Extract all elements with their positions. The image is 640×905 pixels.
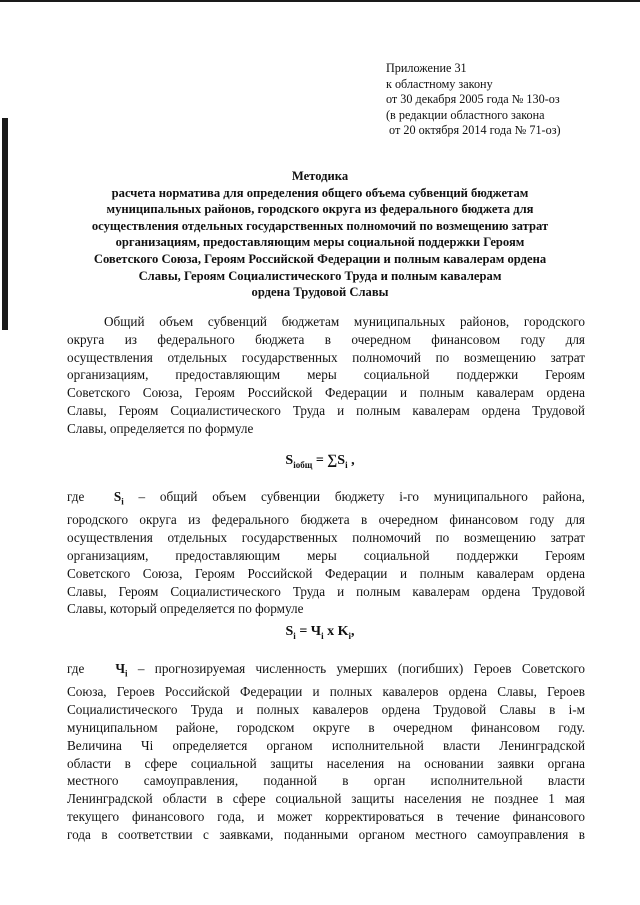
title-line: осуществления отдельных государственных полномочий по возмещению затрат: [91, 218, 549, 233]
formula-subscript: i: [345, 459, 348, 470]
text-line: Славы, определяется по формуле: [67, 420, 254, 436]
formula-symbol: S: [285, 453, 294, 468]
text-line: Советского Союза, Героям Российской Федерации и полным кавалерам ордена: [67, 385, 585, 401]
formula-operator: = ∑: [312, 453, 338, 468]
appendix-line: (в редакции областного закона: [386, 107, 545, 122]
formula-si: [0, 624, 640, 641]
appendix-line: от 30 декабря 2005 года № 130-оз: [386, 92, 560, 107]
formula-symbol: S: [285, 624, 294, 639]
text-line: Славы, который определяется по формуле: [67, 601, 304, 617]
formula-subscript: iобщ: [293, 459, 313, 470]
symbol-subscript: i: [125, 668, 128, 679]
title-heading: Методика: [291, 169, 349, 183]
text-line: [67, 660, 585, 683]
title-line: ордена Трудовой Славы: [251, 285, 389, 300]
formula-operator: x K: [323, 624, 349, 639]
text-line: местного самоуправления, поданной в орган исполнительной власти: [67, 773, 585, 789]
text-line: округа из федерального бюджета в очередном финансовом году для: [67, 331, 585, 347]
text-line: Общий объем субвенций бюджетам муниципальных районов, городского: [104, 314, 585, 329]
formula-subscript: i: [321, 630, 324, 641]
formula-operator: = Ч: [295, 624, 322, 639]
title-line: муниципальных районов, городского округа из федерального бюджета для: [106, 202, 534, 217]
text-line: организациям, предоставляющим меры социальной поддержки Героям: [67, 367, 585, 383]
appendix-note: [386, 61, 631, 139]
lead-rest: – прогнозируемая численность умерших (погибших) Героев Советского: [127, 661, 585, 676]
text-line: [67, 488, 585, 511]
text-line: Советского Союза, Героям Российской Федерации и полным кавалерам ордена: [67, 565, 585, 581]
document-title: [70, 168, 570, 301]
text-line: муниципальном районе, городском округе в очередном финансовом году.: [67, 720, 585, 736]
formula-punct: ,: [351, 624, 355, 639]
text-line: Союза, Героев Российской Федерации и полных кавалеров ордена Славы, Героев: [67, 684, 585, 700]
text-line: текущего финансового года, и может корректироваться в течение финансового: [67, 809, 585, 825]
text-line: Ленинградской области в сфере социальной защиты населения не позднее 1 мая: [67, 791, 585, 807]
text-line: организациям, предоставляющим меры социальной поддержки Героям: [67, 548, 585, 564]
formula-subscript: i: [293, 630, 296, 641]
text-line: Славы, Героям Социалистического Труда и полным кавалерам ордена Трудовой: [67, 583, 585, 599]
paragraph-si-definition: [67, 488, 585, 618]
title-line: Советского Союза, Героям Российской Федерации и полным кавалерам ордена: [93, 251, 547, 266]
paragraph-total-subvention: [67, 313, 585, 438]
title-line: расчета норматива для определения общего объема субвенций бюджетам: [111, 185, 529, 200]
paragraph-chi-definition: [67, 660, 585, 844]
text-line: осуществления отдельных государственных полномочий по возмещению затрат: [67, 530, 585, 546]
appendix-line: к областному закону: [386, 76, 493, 91]
symbol: S: [113, 489, 122, 504]
text-line: городского округа из федерального бюджета в очередном финансовом году для: [67, 512, 585, 528]
title-line: Славы, Героям Социалистического Труда и полным кавалерам: [138, 268, 502, 283]
text-line: области в сфере социальной защиты населения на основании заявки органа: [67, 755, 585, 771]
symbol: Ч: [115, 661, 125, 676]
formula-punct: ,: [347, 453, 355, 468]
text-line: Славы, Героям Социалистического Труда и полным кавалерам ордена Трудовой: [67, 402, 585, 418]
formula-subscript: i: [348, 630, 351, 641]
scan-binding-mark: [2, 118, 8, 330]
text-line: Социалистического Труда и полных кавалеров ордена Трудовой Славы в i-м: [67, 702, 585, 718]
formula-total: [0, 453, 640, 470]
formula-symbol: S: [337, 453, 346, 468]
title-line: организациям, предоставляющим меры социальной поддержки Героям: [115, 235, 525, 250]
symbol-subscript: i: [121, 496, 124, 507]
appendix-line: Приложение 31: [386, 61, 467, 75]
lead-prefix: где: [67, 661, 116, 676]
text-line: года в соответствии с заявками, поданными органом местного самоуправления в: [67, 826, 585, 842]
scan-edge-mark: [0, 0, 640, 2]
lead-rest: – общий объем субвенции бюджету i-го муниципального района,: [123, 489, 585, 504]
text-line: Величина Чi определяется органом исполнительной власти Ленинградской: [67, 737, 585, 753]
text-line: осуществления отдельных государственных полномочий по возмещению затрат: [67, 349, 585, 365]
appendix-line: от 20 октября 2014 года № 71-оз): [386, 123, 561, 138]
lead-prefix: где: [67, 489, 114, 504]
